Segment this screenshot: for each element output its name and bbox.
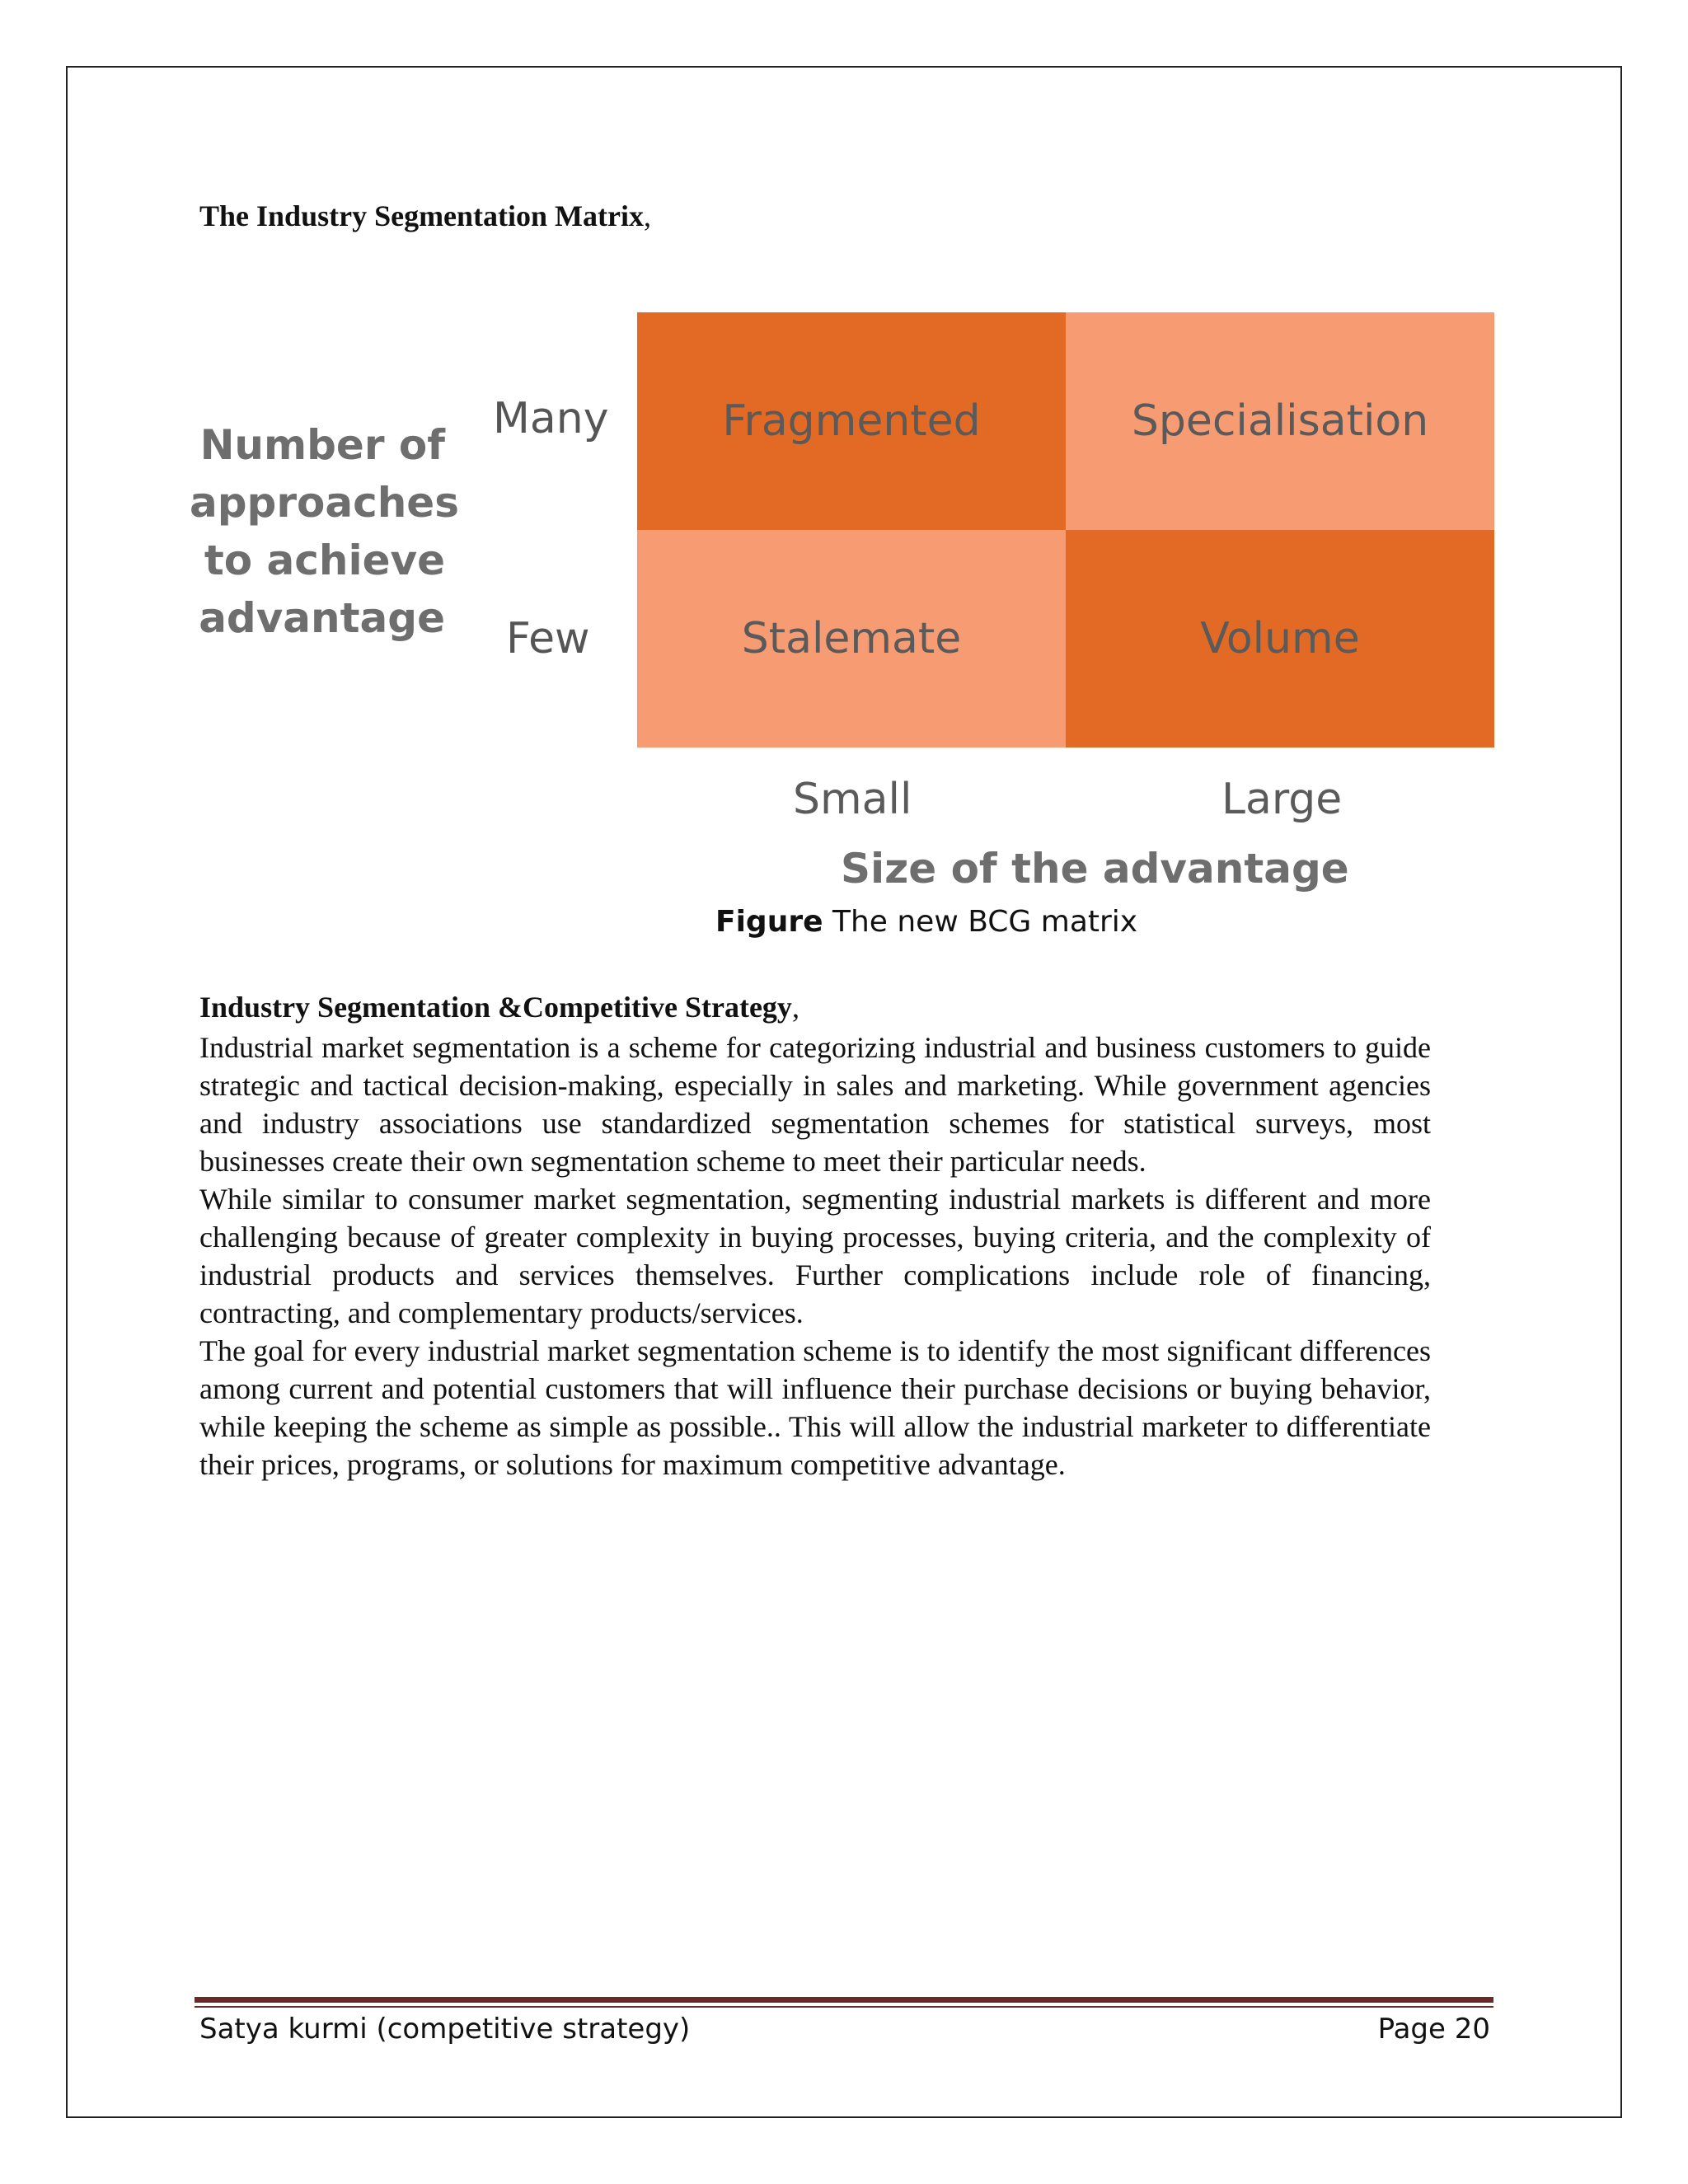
figure-caption <box>715 905 1137 939</box>
heading-text: The Industry Segmentation Matrix <box>199 199 644 232</box>
matrix-column-label-large: Large <box>1221 775 1343 824</box>
figure-caption-text: The new BCG matrix <box>832 905 1138 939</box>
matrix-row-label-few: Few <box>506 614 590 663</box>
footer-page-number: Page 20 <box>1377 2013 1490 2046</box>
section-heading-strategy <box>199 989 799 1025</box>
section-heading-matrix <box>199 198 651 234</box>
heading-comma: , <box>791 991 799 1024</box>
paragraph: While similar to consumer market segmentation, segmenting industrial markets is different and more challenging because of greater complexity in buying processes, buying criteria, and the complexity of industrial products and services themselves. Further complications include role of financing, contracting, and complementary products/services. <box>199 1183 1431 1329</box>
matrix-column-label-small: Small <box>793 775 912 824</box>
matrix-y-axis-label: Number of approaches to achieve advantage <box>190 421 459 642</box>
footer-author: Satya kurmi (competitive strategy) <box>199 2013 691 2046</box>
figure-caption-label: Figure <box>715 905 823 939</box>
body-text <box>199 1029 1431 1483</box>
matrix-x-axis-label: Size of the advantage <box>841 845 1349 893</box>
heading-text: Industry Segmentation &Competitive Strategy <box>199 991 792 1024</box>
matrix-cell-fragmented: Fragmented <box>637 312 1066 530</box>
paragraph: Industrial market segmentation is a scheme for categorizing industrial and business customers to guide strategic and tactical decision-making, especially in sales and marketing. While government agencies and industry associations use standardized segmentation schemes for statistical surveys, most businesses create their own segmentation scheme to meet their particular needs. <box>199 1031 1431 1178</box>
matrix-cell-volume: Volume <box>1066 530 1494 748</box>
footer-rule-thin <box>195 2006 1493 2008</box>
heading-comma: , <box>644 199 651 232</box>
matrix-row-label-many: Many <box>493 394 609 443</box>
paragraph: The goal for every industrial market segmentation scheme is to identify the most significant differences among current and potential customers that will influence their purchase decisions or buying behavior, while keeping the scheme as simple as possible.. This will allow the industrial marketer to differentiate their prices, programs, or solutions for maximum competitive advantage. <box>199 1334 1431 1481</box>
matrix-cell-stalemate: Stalemate <box>637 530 1066 748</box>
footer-rule <box>195 1997 1493 2003</box>
matrix-cell-specialisation: Specialisation <box>1066 312 1494 530</box>
